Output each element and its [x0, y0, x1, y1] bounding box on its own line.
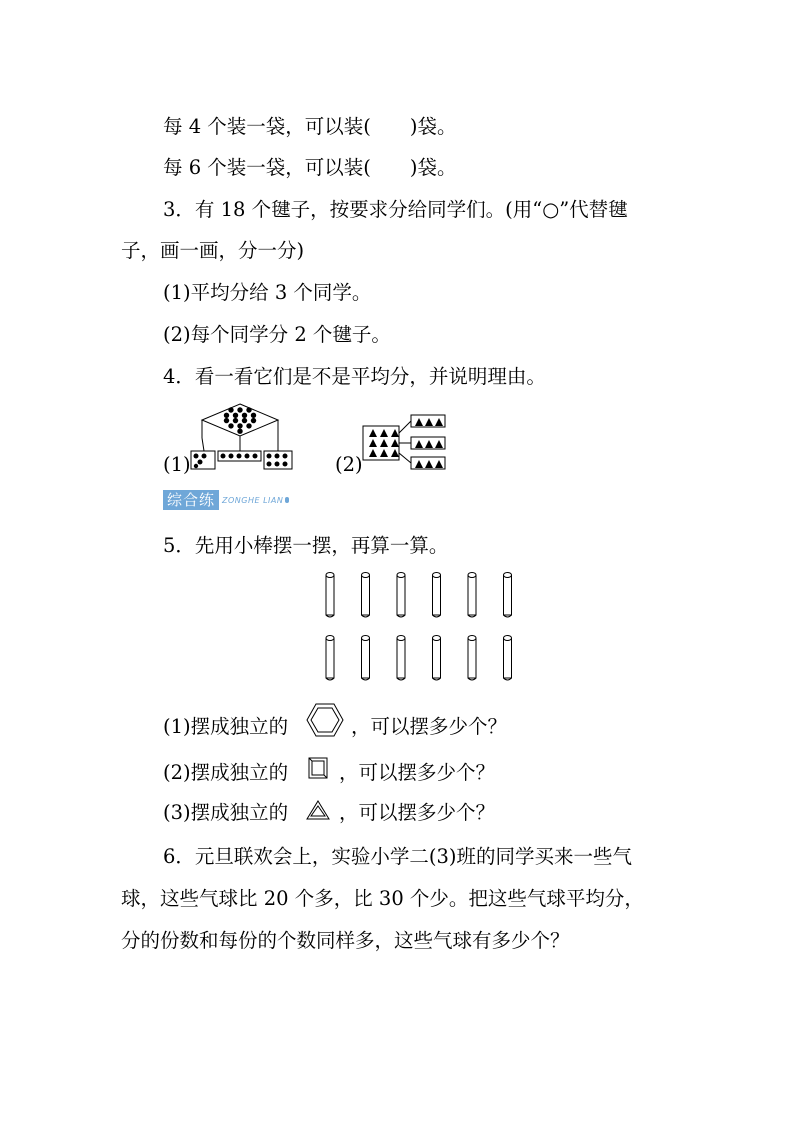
stick: [433, 573, 441, 618]
dot: [233, 418, 238, 423]
question-4-label-2: (2): [335, 453, 363, 476]
triangle: [369, 439, 377, 447]
triangle: [380, 439, 388, 447]
stick: [362, 636, 370, 681]
dot: [224, 413, 229, 418]
hexagon-icon: [305, 702, 345, 738]
triangle: [425, 418, 433, 426]
question-4: 4．看一看它们是不是平均分，并说明理由。: [163, 365, 546, 388]
triangle: [391, 439, 399, 447]
stick: [326, 636, 334, 681]
triangle: [435, 440, 443, 448]
dot: [246, 407, 251, 412]
stick: [433, 636, 441, 681]
dot: [242, 413, 247, 418]
question-6-line3: 分的份数和每份的个数同样多，这些气球有多少个？: [121, 929, 570, 952]
stick: [504, 573, 512, 618]
triangle: [415, 418, 423, 426]
triangle-icon: [305, 799, 331, 821]
stick: [362, 573, 370, 618]
triangle: [380, 429, 388, 437]
section-label: 综合练: [163, 490, 219, 510]
dot: [237, 423, 242, 428]
triangle: [369, 429, 377, 437]
figure-4-2: [362, 413, 452, 468]
stick: [397, 636, 405, 681]
triangle: [369, 449, 377, 457]
dot: [251, 413, 256, 418]
question-3-line1: 3．有 18 个毽子，按要求分给同学们。(用“○”代替毽: [163, 198, 628, 221]
triangle: [415, 460, 423, 468]
question-6-line1: 6．元旦联欢会上，实验小学二(3)班的同学买来一些气: [163, 845, 633, 868]
dot: [228, 407, 233, 412]
triangle: [425, 440, 433, 448]
question-5-part1-a: (1)摆成独立的: [163, 715, 289, 738]
section-sublabel: ZONGHE LIAN: [222, 495, 289, 505]
dot: [237, 429, 242, 434]
dot: [233, 413, 238, 418]
pin-icon: [285, 497, 289, 503]
question-5-part2-a: (2)摆成独立的: [163, 761, 289, 784]
question-5: 5．先用小棒摆一摆，再算一算。: [163, 534, 449, 557]
triangle: [391, 449, 399, 457]
stick: [468, 573, 476, 618]
section-tag: [163, 490, 289, 510]
dot: [251, 418, 256, 423]
dot: [224, 418, 229, 423]
question-3-line2: 子，画一画，分一分): [121, 239, 305, 262]
dot: [228, 423, 233, 428]
question-3-part2: (2)每个同学分 2 个毽子。: [163, 323, 391, 346]
dot: [246, 423, 251, 428]
question-5-part2-b: ，可以摆多少个？: [339, 761, 496, 784]
square-icon: [307, 756, 331, 782]
triangle: [380, 449, 388, 457]
question-5-part3-b: ，可以摆多少个？: [339, 801, 496, 824]
dot: [237, 407, 242, 412]
line-pack-6: 每 6 个装一袋，可以装( )袋。: [163, 156, 457, 179]
sticks-figure: [323, 570, 523, 680]
dot: [242, 418, 247, 423]
stick: [397, 573, 405, 618]
triangle: [391, 429, 399, 437]
triangle: [435, 460, 443, 468]
question-3-part1: (1)平均分给 3 个同学。: [163, 281, 372, 304]
triangle: [425, 460, 433, 468]
question-5-part1-b: ，可以摆多少个？: [351, 715, 508, 738]
triangle: [415, 440, 423, 448]
stick: [504, 636, 512, 681]
stick: [326, 573, 334, 618]
line-pack-4: 每 4 个装一袋，可以装( )袋。: [163, 115, 457, 138]
figure-4-1: [200, 403, 295, 469]
triangle: [435, 418, 443, 426]
question-4-label-1: (1): [163, 453, 191, 476]
question-6-line2: 球，这些气球比 20 个多，比 30 个少。把这些气球平均分，: [121, 887, 644, 910]
stick: [468, 636, 476, 681]
question-5-part3-a: (3)摆成独立的: [163, 801, 289, 824]
